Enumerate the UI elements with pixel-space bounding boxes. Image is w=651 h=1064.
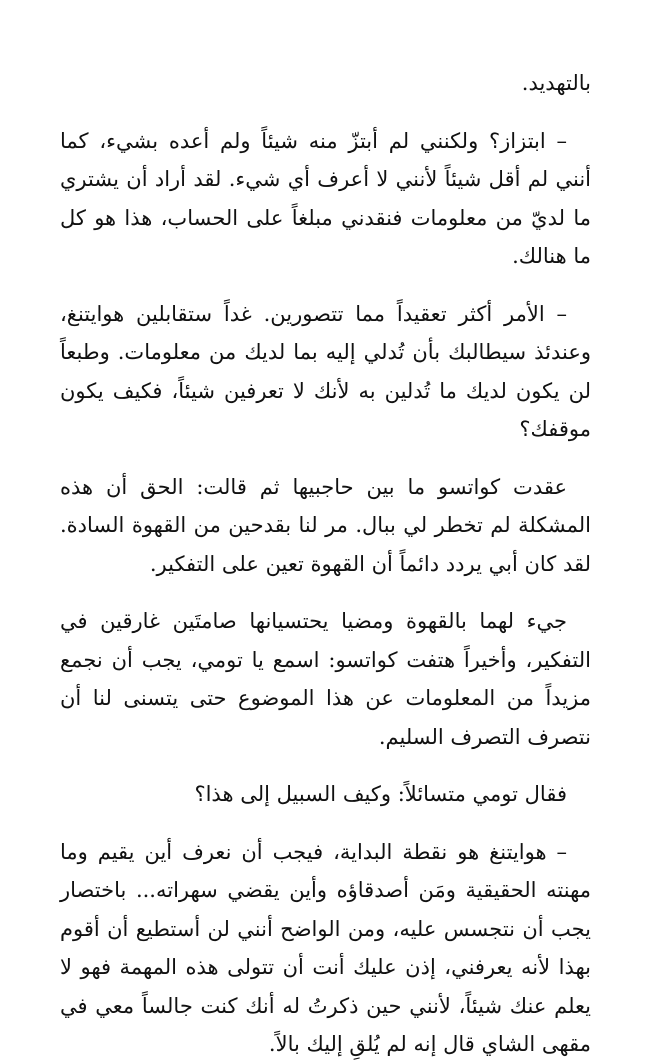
- paragraph-3: – الأمر أكثر تعقيداً مما تتصورين. غداً ستقابلين هوايتنغ، وعندئذ سيطالبك بأن تُدلي إليه بما لديك من معلومات. وطبعاً لن يكون لديك ما تُدلين به لأنك لا تعرفين شيئاً، فكيف يكون موقفك؟: [60, 301, 591, 441]
- paragraph-5: جيء لهما بالقهوة ومضيا يحتسيانها صامتَين غارقين في التفكير، وأخيراً هتفت كواتسو: اسمع يا تومي، يجب أن نجمع مزيداً من المعلومات عن هذا الموضوع حتى يتسنى لنا أن نتصرف التصرف السليم.: [60, 609, 591, 749]
- paragraph-6: فقال تومي متسائلاً: وكيف السبيل إلى هذا؟: [194, 782, 567, 806]
- paragraph-1: بالتهديد.: [521, 71, 591, 95]
- paragraph-2: – ابتزاز؟ ولكنني لم أبتزّ منه شيئاً ولم أعده بشيء، كما أنني لم أقل شيئاً لأنني لا أعرف أي شيء. لقد أراد أن يشتري ما لديّ من معلومات فنقدني مبلغاً على الحساب، هذا هو كل ما هنالك.: [60, 128, 591, 268]
- paragraph-4: عقدت كواتسو ما بين حاجبيها ثم قالت: الحق أن هذه المشكلة لم تخطر لي ببال. مر لنا بقدحين من القهوة السادة. لقد كان أبي يردد دائماً أن القهوة تعين على التفكير.: [60, 474, 591, 576]
- paragraph-7: – هوايتنغ هو نقطة البداية، فيجب أن نعرف أين يقيم وما مهنته الحقيقية ومَن أصدقاؤه وأين يقضي سهراته... باختصار يجب أن نتجسس عليه، ومن الواضح أنني لن أستطيع أن أقوم بهذا لأنه يعرفني، إذن عليك أنت أن تتولى هذه المهمة فهو لا يعلم عنك شيئاً، لأنني حين ذكرتُ له أنك كنت جالساً معي في مقهى الشاي قال إنه لم يُلقِ إليك بالاً.: [60, 839, 591, 1056]
